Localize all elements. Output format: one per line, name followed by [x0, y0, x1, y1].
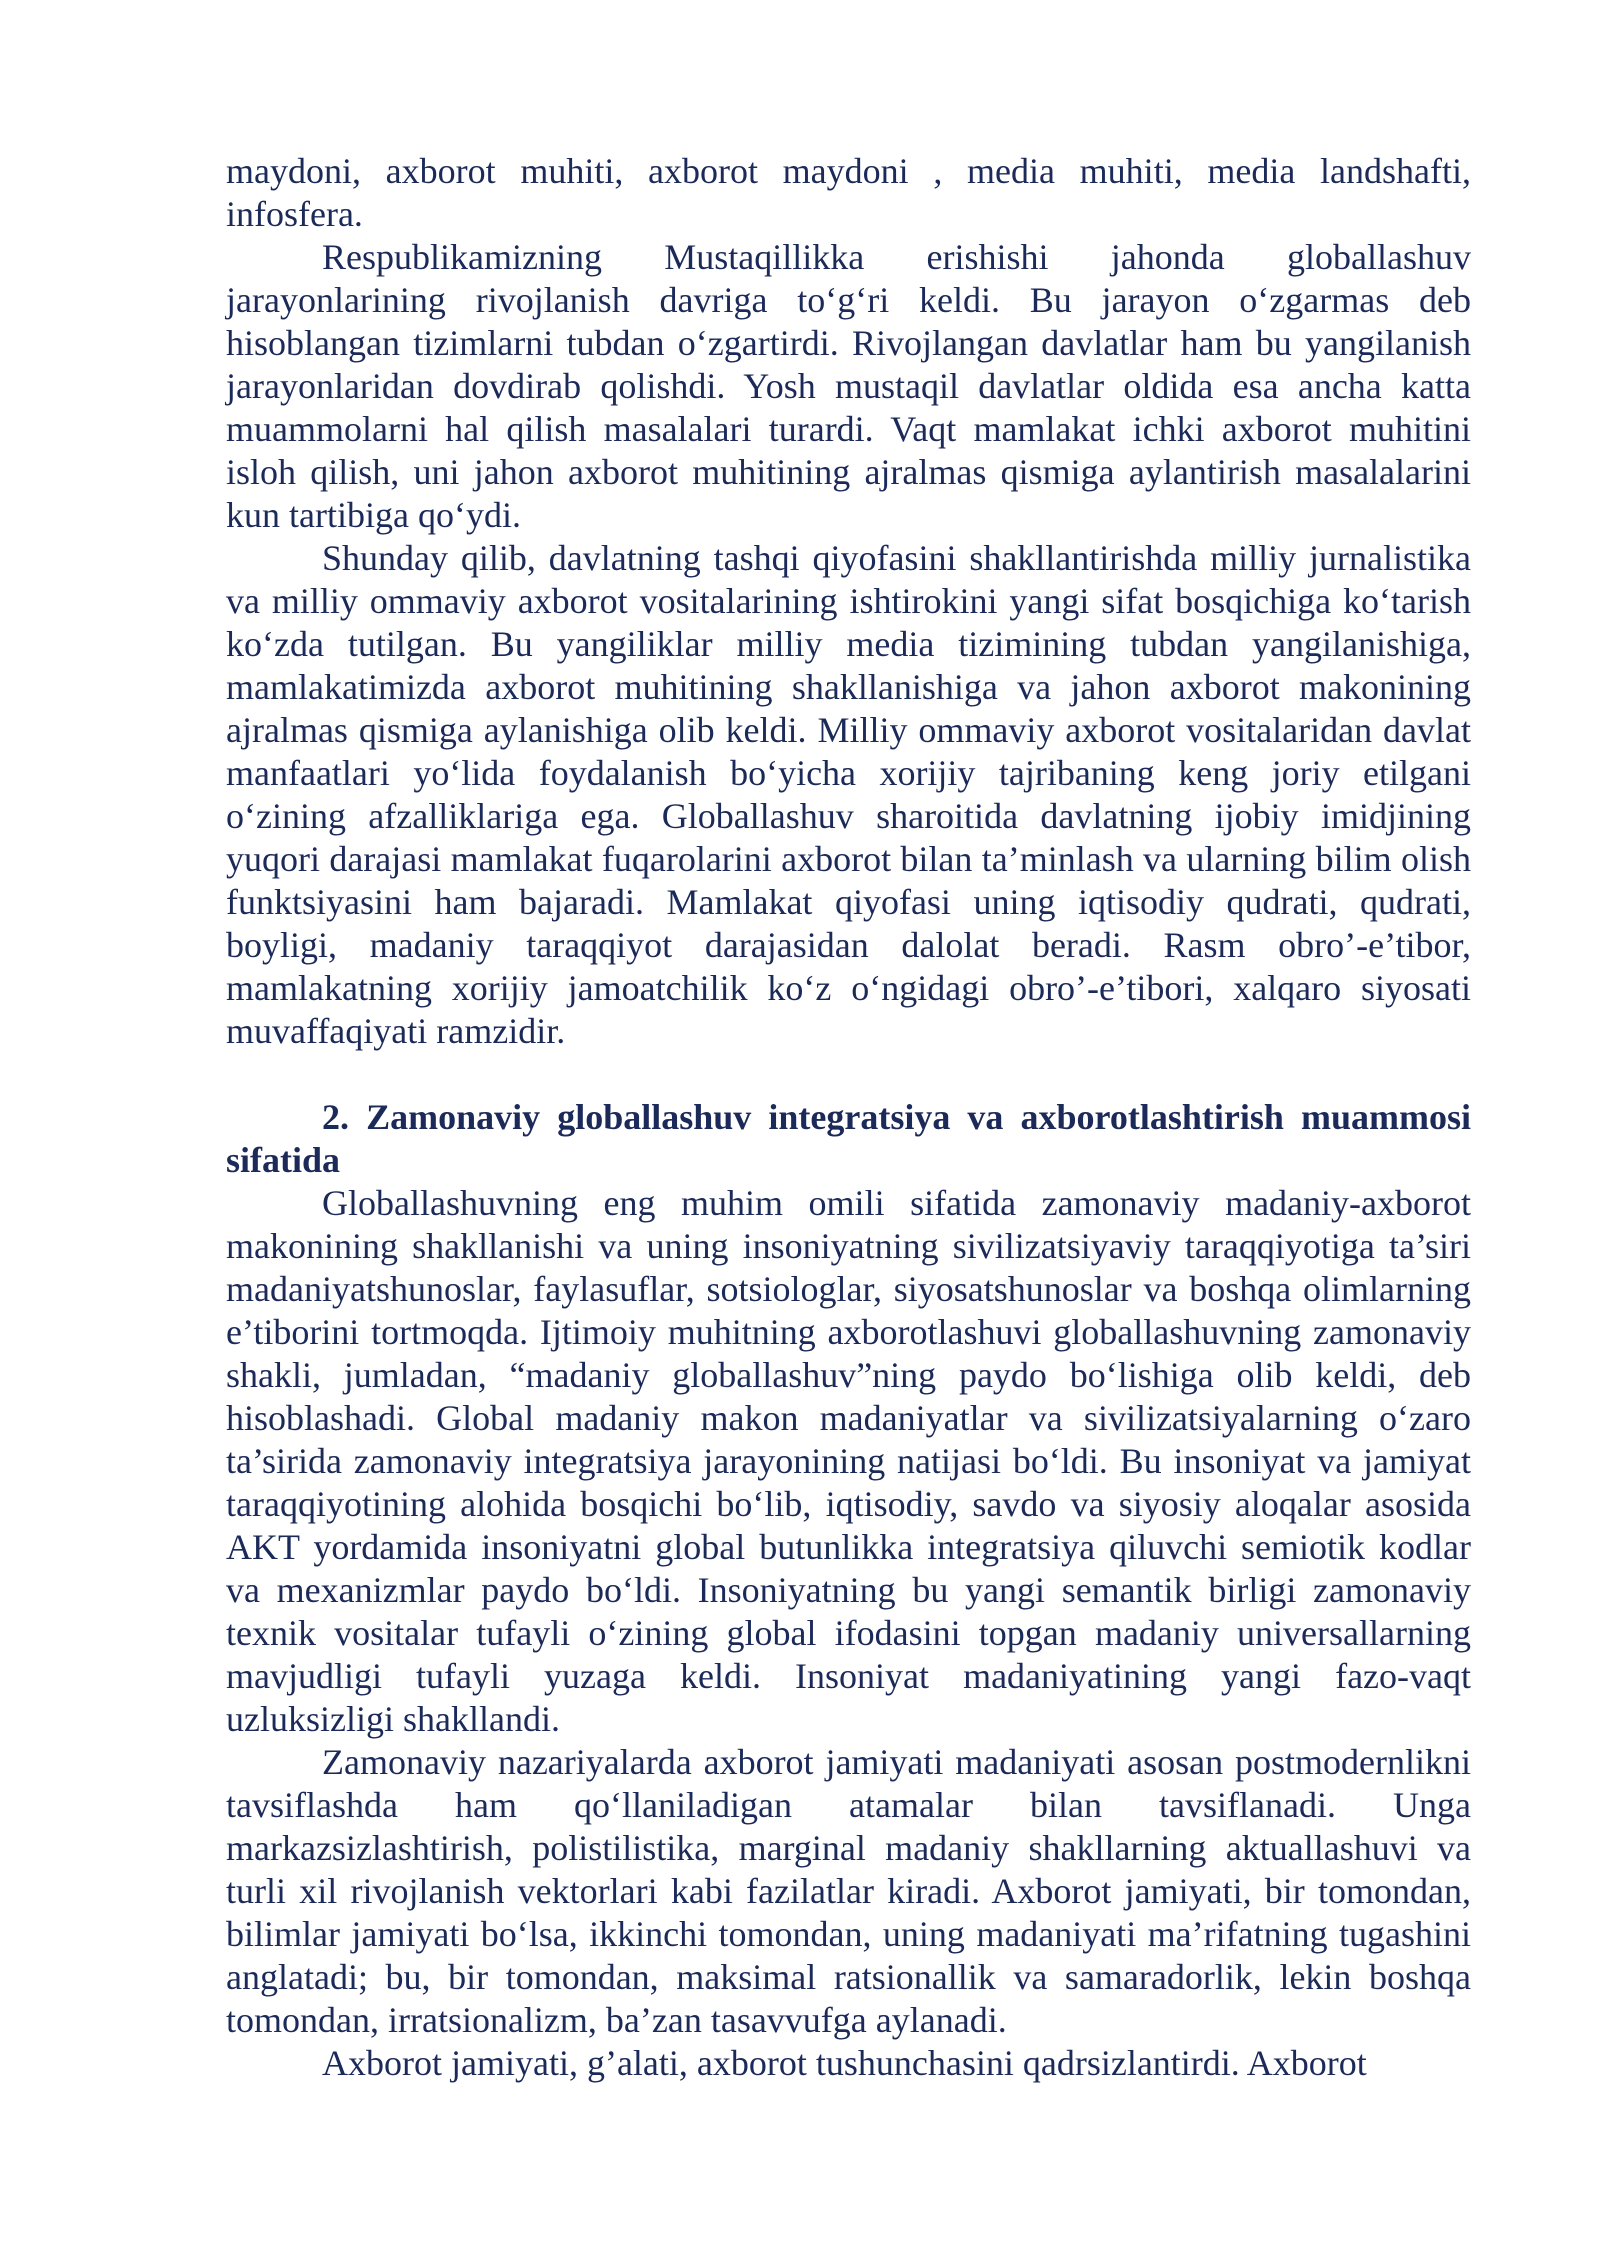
paragraph-information-society: Axborot jamiyati, g’alati, axborot tushunchasini qadrsizlantirdi. Axborot [322, 2043, 1367, 2083]
paragraph-continuation: maydoni, axborot muhiti, axborot maydoni , media muhiti, media landshafti, infosfera. [226, 151, 1471, 234]
section-heading: 2. Zamonaviy globallashuv integratsiya va axborotlashtirish muammosi sifatida [226, 1097, 1471, 1180]
document-page [226, 150, 1471, 2085]
paragraph-gap [226, 1053, 1471, 1096]
paragraph-globalization: Globallashuvning eng muhim omili sifatida zamonaviy madaniy-axborot makonining shakllanishi va uning insoniyatning sivilizatsiyaviy taraqqiyotiga ta’siri madaniyatshunoslar, faylasuflar, sotsiologlar, siyosatshunoslar va boshqa olimlarning e’tiborini tortmoqda. Ijtimoiy muhitning axborotlashuvi globallashuvning zamonaviy shakli, jumladan, “madaniy globallashuv”ning paydo bo‘lishiga olib keldi, deb hisoblashadi. Global madaniy makon madaniyatlar va sivilizatsiyalarning o‘zaro ta’sirida zamonaviy integratsiya jarayonining natijasi bo‘ldi. Bu insoniyat va jamiyat taraqqiyotining alohida bosqichi bo‘lib, iqtisodiy, savdo va siyosiy aloqalar asosida AKT yordamida insoniyatni global butunlikka integratsiya qiluvchi semiotik kodlar va mexanizmlar paydo bo‘ldi. Insoniyatning bu yangi semantik birligi zamonaviy texnik vositalar tufayli o‘zining global ifodasini topgan madaniy universallarning mavjudligi tufayli yuzaga keldi. Insoniyat madaniyatining yangi fazo-vaqt uzluksizligi shakllandi. [226, 1183, 1471, 1739]
paragraph-state-image: Shunday qilib, davlatning tashqi qiyofasini shakllantirishda milliy jurnalistika va milliy ommaviy axborot vositalarining ishtirokini yangi sifat bosqichiga ko‘tarish ko‘zda tutilgan. Bu yangiliklar milliy media tizimining tubdan yangilanishiga, mamlakatimizda axborot muhitining shakllanishiga va jahon axborot makonining ajralmas qismiga aylanishiga olib keldi. Milliy ommaviy axborot vositalaridan davlat manfaatlari yo‘lida foydalanish bo‘yicha xorijiy tajribaning keng joriy etilgani o‘zining afzalliklariga ega. Globallashuv sharoitida davlatning ijobiy imidjining yuqori darajasi mamlakat fuqarolarini axborot bilan ta’minlash va ularning bilim olish funktsiyasini ham bajaradi. Mamlakat qiyofasi uning iqtisodiy qudrati, qudrati, boyligi, madaniy taraqqiyot darajasidan dalolat beradi. Rasm obro’-e’tibor, mamlakatning xorijiy jamoatchilik ko‘z o‘ngidagi obro’-e’tibori, xalqaro siyosati muvaffaqiyati ramzidir. [226, 538, 1471, 1051]
paragraph-independence: Respublikamizning Mustaqillikka erishishi jahonda globallashuv jarayonlarining rivojlanish davriga to‘g‘ri keldi. Bu jarayon o‘zgarmas deb hisoblangan tizimlarni tubdan o‘zgartirdi. Rivojlangan davlatlar ham bu yangilanish jarayonlaridan dovdirab qolishdi. Yosh mustaqil davlatlar oldida esa ancha katta muammolarni hal qilish masalalari turardi. Vaqt mamlakat ichki axborot muhitini isloh qilish, uni jahon axborot muhitining ajralmas qismiga aylantirish masalalarini kun tartibiga qo‘ydi. [226, 237, 1471, 535]
paragraph-theories: Zamonaviy nazariyalarda axborot jamiyati madaniyati asosan postmodernlikni tavsiflashda ham qo‘llaniladigan atamalar bilan tavsiflanadi. Unga markazsizlashtirish, polistilistika, marginal madaniy shakllarning aktuallashuvi va turli xil rivojlanish vektorlari kabi fazilatlar kiradi. Axborot jamiyati, bir tomondan, bilimlar jamiyati bo‘lsa, ikkinchi tomondan, uning madaniyati ma’rifatning tugashini anglatadi; bu, bir tomondan, maksimal ratsionallik va samaradorlik, lekin boshqa tomondan, irratsionalizm, ba’zan tasavvufga aylanadi. [226, 1742, 1471, 2040]
